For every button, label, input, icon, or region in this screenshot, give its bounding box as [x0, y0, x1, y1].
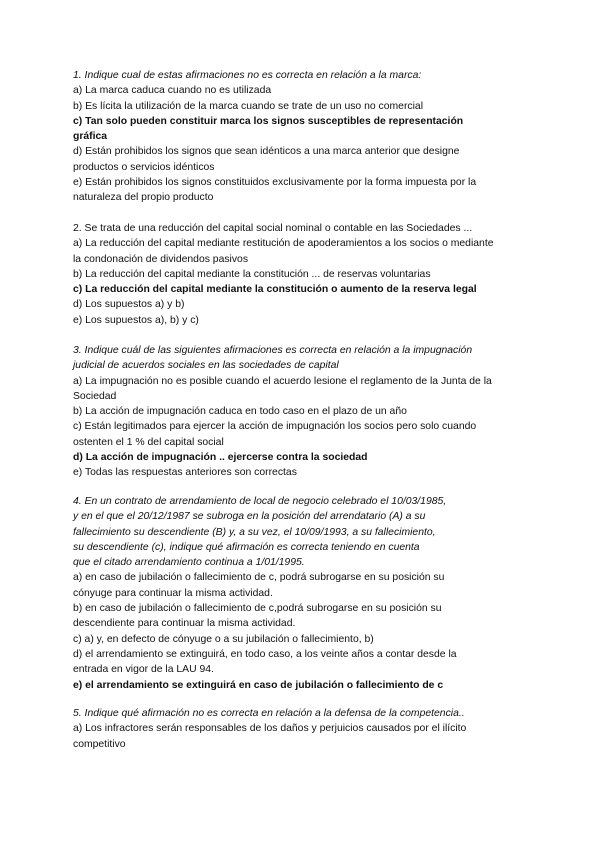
question-1-option-c-correct: c) Tan solo pueden constituir marca los signos susceptibles de representación [73, 115, 464, 127]
question-3-option-a-continued: Sociedad [73, 390, 117, 402]
question-1-option-b: b) Es lícita la utilización de la marca cuando se trate de un uso no comercial [73, 100, 423, 112]
question-2-option-e: e) Los supuestos a), b) y c) [73, 314, 199, 326]
question-4-prompt-line-3: fallecimiento su descendiente (B) y, a su vez, el 10/09/1993, a su fallecimiento, [73, 526, 436, 538]
question-2-option-a: a) La reducción del capital mediante restitución de apoderamientos a los socios o mediante [73, 238, 494, 250]
question-1-option-c-continued: gráfica [73, 131, 108, 143]
question-4-option-e-correct: e) el arrendamiento se extinguirá en caso de jubilación o fallecimiento de c [73, 679, 444, 691]
question-4-option-c: c) a) y, en defecto de cónyuge o a su jubilación o fallecimiento, b) [73, 633, 374, 645]
question-1 [73, 68, 533, 206]
question-4-option-a: a) en caso de jubilación o fallecimiento de c, podrá subrogarse en su posición su [73, 572, 445, 584]
question-5 [73, 706, 533, 752]
question-1-option-e-continued: naturaleza del propio producto [73, 192, 214, 204]
question-1-option-d: d) Están prohibidos los signos que sean idénticos a una marca anterior que designe [73, 146, 460, 158]
question-4-option-d-continued: entrada en vigor de la LAU 94. [73, 664, 214, 676]
question-2-option-b: b) La reducción del capital mediante la constitución ... de reservas voluntarias [73, 268, 431, 280]
question-3 [73, 343, 533, 481]
question-1-option-d-continued: productos o servicios idénticos [73, 161, 215, 173]
question-3-option-b: b) La acción de impugnación caduca en todo caso en el plazo de un año [73, 406, 407, 418]
question-4-option-b: b) en caso de jubilación o fallecimiento de c,podrá subrogarse en su posición su [73, 603, 442, 615]
question-3-option-e: e) Todas las respuestas anteriores son correctas [73, 467, 297, 479]
question-1-option-e: e) Están prohibidos los signos constituidos exclusivamente por la forma impuesta por la [73, 177, 477, 189]
question-2-option-d: d) Los supuestos a) y b) [73, 299, 185, 311]
question-3-prompt: 3. Indique cuál de las siguientes afirmaciones es correcta en relación a la impugnación [73, 345, 473, 356]
question-1-option-a: a) La marca caduca cuando no es utilizada [73, 85, 272, 97]
question-4-prompt-line-5: que el citado arrendamiento continua a 1/01/1995. [73, 557, 305, 569]
question-5-option-a: a) Los infractores serán responsables de los daños y perjuicios causados por el ilícito [73, 723, 467, 735]
question-5-option-a-continued: competitivo [73, 738, 126, 750]
question-4-prompt: 4. En un contrato de arrendamiento de local de negocio celebrado el 10/03/1985, [73, 496, 447, 507]
question-1-prompt: 1. Indique cual de estas afirmaciones no es correcta en relación a la marca: [73, 70, 422, 81]
question-2-prompt: 2. Se trata de una reducción del capital social nominal o contable en las Sociedades ... [73, 223, 473, 234]
question-4-prompt-line-2: y en el que el 20/12/1987 se subroga en la posición del arrendatario (A) a su [73, 511, 426, 523]
question-3-option-c: c) Están legitimados para ejercer la acción de impugnación los socios pero solo cuando [73, 421, 477, 433]
question-4-option-b-continued: descendiente para continuar la misma actividad. [73, 618, 296, 630]
question-3-prompt-continued: judicial de acuerdos sociales en las sociedades de capital [73, 360, 339, 372]
question-4-option-a-continued: cónyuge para continuar la misma actividad. [73, 587, 273, 599]
question-5-prompt: 5. Indique qué afirmación no es correcta en relación a la defensa de la competencia.. [73, 708, 465, 719]
question-3-option-d-correct: d) La acción de impugnación .. ejercerse contra la sociedad [73, 452, 368, 464]
question-3-option-a: a) La impugnación no es posible cuando el acuerdo lesione el reglamento de la Junta de la [73, 375, 492, 387]
question-4-prompt-line-4: su descendiente (c), indique qué afirmación es correcta teniendo en cuenta [73, 541, 420, 553]
question-3-option-c-continued: ostenten el 1 % del capital social [73, 436, 224, 448]
question-4-option-d: d) el arrendamiento se extinguirá, en todo caso, a los veinte años a contar desde la [73, 648, 457, 660]
question-2 [73, 221, 533, 328]
question-2-option-a-continued: la condonación de dividendos pasivos [73, 253, 249, 265]
question-2-option-c-correct: c) La reducción del capital mediante la constitución o aumento de la reserva legal [73, 284, 477, 296]
question-4 [73, 494, 533, 693]
